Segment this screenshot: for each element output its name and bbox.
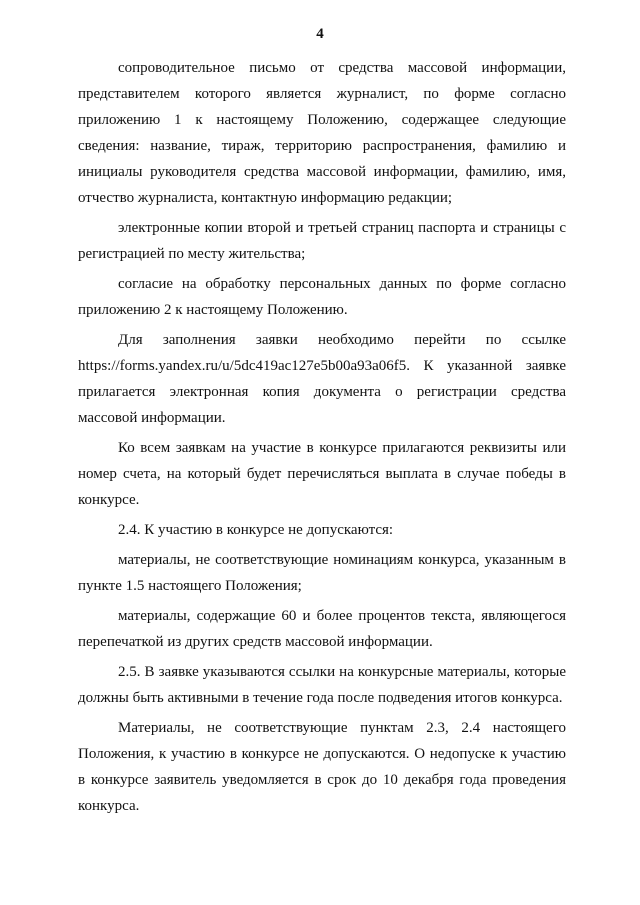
paragraph-nomination-mismatch: материалы, не соответствующие номинациям конкурса, указанным в пункте 1.5 настоящего Положения; [78,552,566,594]
paragraph-reprint-materials: материалы, содержащие 60 и более процентов текста, являющегося перепечаткой из других средств массовой информации. [78,608,566,650]
paragraph-cover-letter: сопроводительное письмо от средства массовой информации, представителем которого является журналист, по форме согласно приложению 1 к настоящему Положению, содержащее следующие сведения: название, тираж, территорию распространения, фамилию и инициалы руководителя средства массовой информации, фамилию, имя, отчество журналиста, контактную информацию редакции; [78,60,566,206]
page-number: 4 [316,26,324,42]
paragraph-passport-copies: электронные копии второй и третьей страниц паспорта и страницы с регистрацией по месту жительства; [78,220,566,262]
paragraph-non-admission: Материалы, не соответствующие пунктам 2.3, 2.4 настоящего Положения, к участию в конкурсе не допускаются. О недопуске к участию в конкурсе заявитель уведомляется в срок до 10 декабря года проведения конкурса. [78,720,566,814]
paragraph-section-2-5: 2.5. В заявке указываются ссылки на конкурсные материалы, которые должны быть активными в течение года после подведения итогов конкурса. [78,664,566,706]
paragraph-personal-data-consent: согласие на обработку персональных данных по форме согласно приложению 2 к настоящему Положению. [78,276,566,318]
paragraph-section-2-4: 2.4. К участию в конкурсе не допускаются: [118,522,394,538]
paragraph-bank-details: Ко всем заявкам на участие в конкурсе прилагаются реквизиты или номер счета, на который будет перечисляться выплата в случае победы в конкурсе. [78,440,566,508]
document-body [78,55,566,819]
paragraph-application-link: Для заполнения заявки необходимо перейти по ссылке https://forms.yandex.ru/u/5dc419ac127e5b00a93a06f5. К указанной заявке прилагается электронная копия документа о регистрации средства массовой информации. [78,332,566,426]
